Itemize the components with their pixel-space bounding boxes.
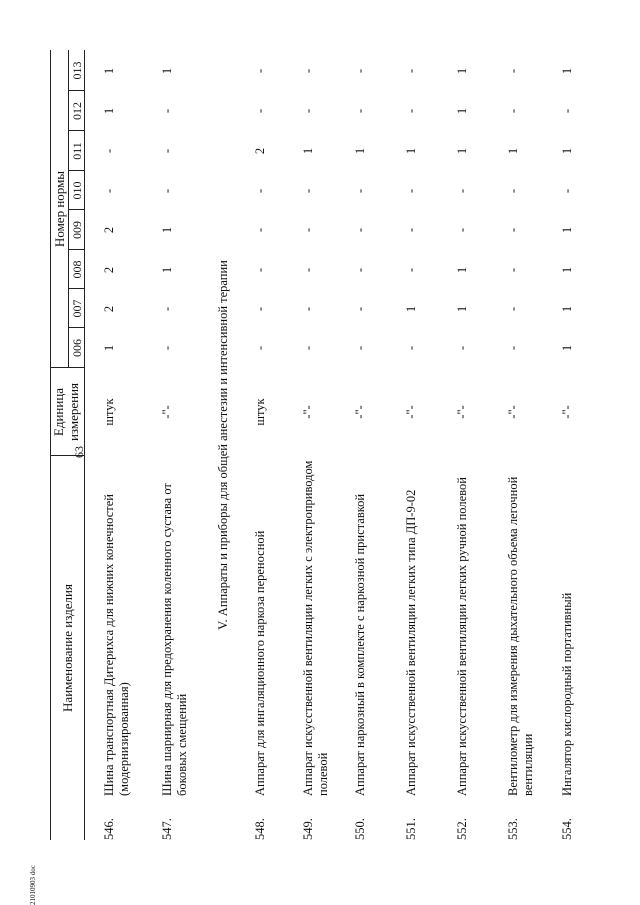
- page-number: 63: [72, 446, 86, 458]
- value-cell: -: [301, 345, 315, 351]
- value-cell: -: [253, 108, 267, 114]
- row-number: 549.: [301, 818, 315, 840]
- norm-code: 013: [70, 61, 84, 80]
- value-cell: 1: [301, 147, 315, 155]
- value-cell: -: [301, 108, 315, 114]
- item-unit: штук: [253, 398, 267, 426]
- value-cell: -: [102, 148, 116, 154]
- value-cell: 1: [560, 147, 574, 155]
- norm-code: 008: [70, 260, 84, 279]
- value-cell: -: [353, 267, 367, 273]
- item-name: Аппарат наркозный в комплекте с наркозной приставкой: [353, 493, 367, 796]
- item-name: Ингалятор кислородный портативный: [560, 592, 574, 796]
- header-unit-line2: измерения: [66, 382, 81, 442]
- value-cell: -: [353, 108, 367, 114]
- item-name: Аппарат искусственной вентиляции легких ручной полевой: [455, 477, 469, 796]
- value-cell: -: [160, 345, 174, 351]
- norm-code: 011: [70, 142, 84, 160]
- row-number: 546.: [102, 818, 116, 840]
- item-name: Аппарат искусственной вентиляции легких типа ДП-9-02: [404, 489, 418, 796]
- value-cell: -: [404, 267, 418, 273]
- value-cell: -: [404, 227, 418, 233]
- value-cell: 1: [455, 305, 469, 313]
- value-cell: -: [506, 267, 520, 273]
- value-cell: 1: [160, 266, 174, 274]
- norm-code: 009: [70, 221, 84, 239]
- item-unit: -"-: [404, 405, 418, 419]
- value-cell: -: [253, 306, 267, 312]
- section-title: V. Аппараты и приборы для общей анестезии и интенсивной терапии: [216, 260, 230, 630]
- item-unit: -"-: [455, 405, 469, 419]
- row-number: 547.: [160, 818, 174, 840]
- value-cell: -: [404, 108, 418, 114]
- value-cell: -: [404, 68, 418, 74]
- value-cell: -: [353, 227, 367, 233]
- item-unit: -"-: [506, 405, 520, 419]
- row-number: 551.: [404, 818, 418, 840]
- value-cell: 1: [455, 67, 469, 75]
- row-number: 554.: [560, 818, 574, 840]
- value-cell: -: [506, 306, 520, 312]
- value-cell: -: [301, 188, 315, 194]
- value-cell: 1: [455, 107, 469, 115]
- value-cell: 2: [102, 226, 116, 234]
- value-cell: -: [506, 227, 520, 233]
- value-cell: -: [560, 188, 574, 194]
- value-cell: 2: [102, 305, 116, 313]
- value-cell: -: [404, 345, 418, 351]
- norms-table: [14, 50, 640, 840]
- value-cell: -: [160, 188, 174, 194]
- value-cell: 1: [404, 147, 418, 155]
- value-cell: -: [353, 306, 367, 312]
- value-cell: 1: [455, 147, 469, 155]
- value-cell: 1: [102, 344, 116, 352]
- value-cell: -: [253, 267, 267, 273]
- row-number: 550.: [353, 818, 367, 840]
- value-cell: -: [560, 108, 574, 114]
- value-cell: -: [160, 306, 174, 312]
- value-cell: -: [506, 188, 520, 194]
- value-cell: 1: [560, 226, 574, 234]
- header-unit-line1: Единица: [51, 387, 66, 437]
- norm-code: 006: [70, 339, 84, 357]
- value-cell: -: [102, 188, 116, 194]
- value-cell: -: [253, 227, 267, 233]
- table-top-rule: [50, 50, 51, 840]
- value-cell: -: [506, 68, 520, 74]
- value-cell: -: [253, 345, 267, 351]
- value-cell: 1: [353, 147, 367, 155]
- value-cell: -: [160, 108, 174, 114]
- row-number: 548.: [253, 818, 267, 840]
- value-cell: -: [506, 108, 520, 114]
- item-name: Аппарат для ингаляционного наркоза переносной: [253, 530, 267, 796]
- row-number: 552.: [455, 818, 469, 840]
- value-cell: -: [455, 227, 469, 233]
- value-cell: 1: [102, 107, 116, 115]
- value-cell: -: [301, 68, 315, 74]
- value-cell: 1: [102, 67, 116, 75]
- value-cell: 1: [560, 344, 574, 352]
- value-cell: 1: [455, 266, 469, 274]
- value-cell: -: [455, 345, 469, 351]
- item-unit: -"-: [353, 405, 367, 419]
- value-cell: 2: [253, 147, 267, 155]
- value-cell: -: [404, 188, 418, 194]
- value-cell: -: [353, 68, 367, 74]
- header-norm: Номер нормы: [52, 170, 67, 248]
- norm-code: 010: [70, 181, 84, 200]
- value-cell: -: [455, 188, 469, 194]
- value-cell: 1: [506, 147, 520, 155]
- row-number: 553.: [506, 818, 520, 840]
- value-cell: -: [353, 345, 367, 351]
- value-cell: -: [160, 148, 174, 154]
- value-cell: -: [253, 68, 267, 74]
- norm-code: 012: [70, 102, 84, 120]
- value-cell: -: [301, 306, 315, 312]
- value-cell: 1: [160, 67, 174, 75]
- value-cell: 2: [102, 266, 116, 274]
- item-name: Вентилометр для измерения дыхательного объема легочной вентиляции: [506, 476, 535, 796]
- header-name: Наименование изделия: [60, 584, 75, 712]
- item-unit: -"-: [160, 405, 174, 419]
- item-name: Шина транспортная Дитерихса для нижних конечностей (модернизированная): [102, 494, 131, 796]
- value-cell: -: [353, 188, 367, 194]
- norm-code: 007: [70, 299, 84, 318]
- document-code: 21010903 doc: [29, 865, 37, 905]
- item-unit: -"-: [301, 405, 315, 419]
- value-cell: -: [253, 188, 267, 194]
- item-unit: -"-: [560, 405, 574, 419]
- value-cell: 1: [404, 305, 418, 313]
- item-name: Аппарат искусственной вентиляции легких с электроприводом полевой: [301, 460, 330, 796]
- item-name: Шина шарнирная для предохранения коленного сустава от боковых смещений: [160, 483, 189, 796]
- value-cell: 1: [560, 305, 574, 313]
- value-cell: -: [301, 227, 315, 233]
- value-cell: 1: [160, 226, 174, 234]
- value-cell: 1: [560, 67, 574, 75]
- value-cell: -: [301, 267, 315, 273]
- value-cell: -: [506, 345, 520, 351]
- value-cell: 1: [560, 266, 574, 274]
- item-unit: штук: [102, 398, 116, 426]
